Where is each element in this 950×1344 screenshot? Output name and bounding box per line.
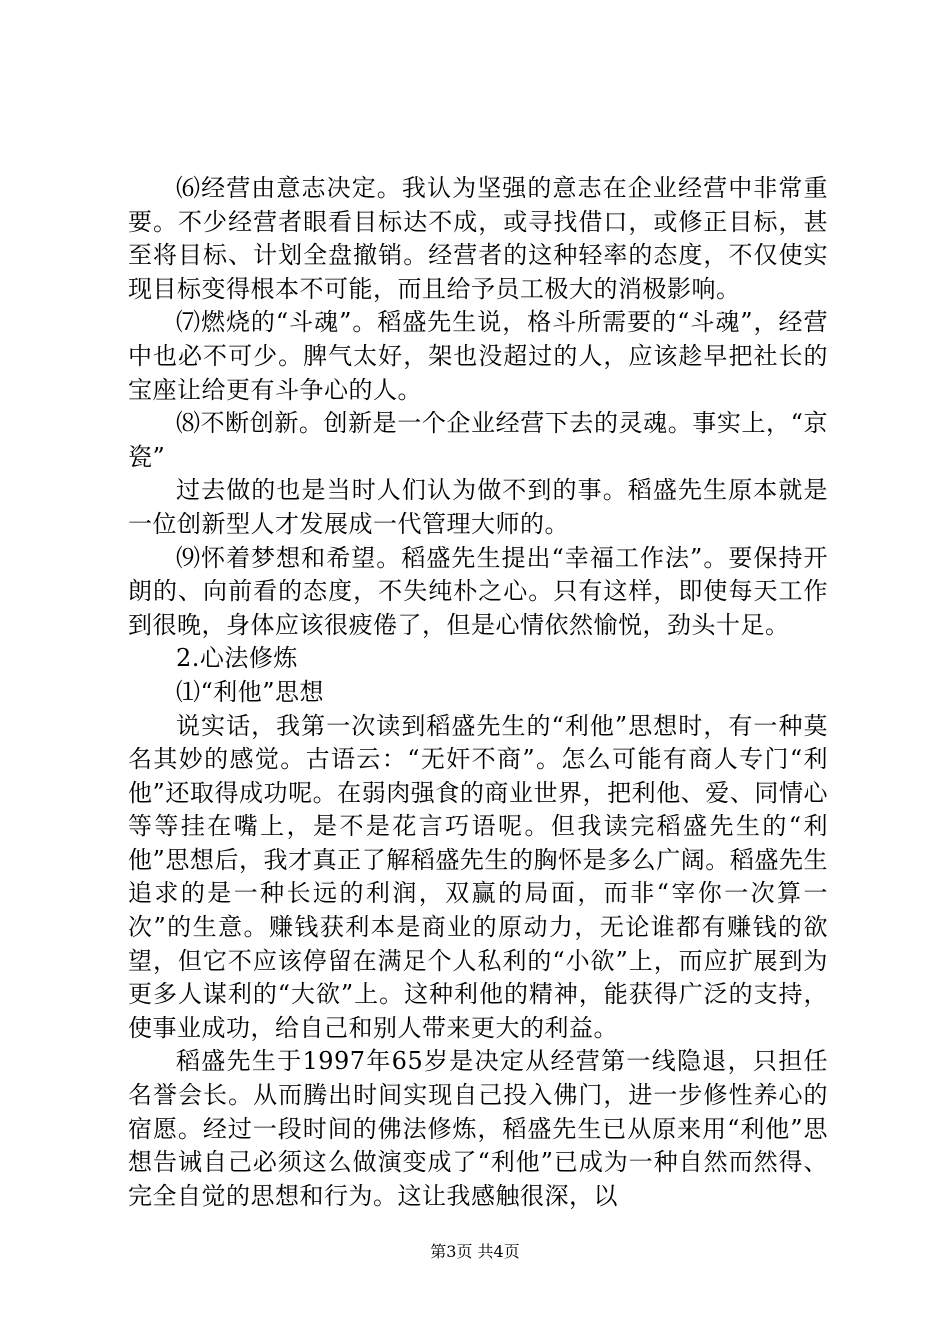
paragraph-item-6: ⑹经营由意志决定。我认为坚强的意志在企业经营中非常重要。不少经营者眼看目标达不成，或寻找借口，或修正目标，甚至将目标、计划全盘撤销。经营者的这种轻率的态度，不仅使实现目标变得根本不可能，而且给予员工极大的消极影响。: [128, 174, 828, 303]
document-body: [128, 172, 828, 1213]
paragraph-item-8-continued: 过去做的也是当时人们认为做不到的事。稻盛先生原本就是一位创新型人才发展成一代管理大师的。: [128, 476, 828, 538]
paragraph-retirement: 稻盛先生于1997年65岁是决定从经营第一线隐退，只担任名誉会长。从而腾出时间实现自己投入佛门，进一步修性养心的宿愿。经过一段时间的佛法修炼，稻盛先生已从原来用“利他”思想告诫自己必须这么做演变成了“利他”已成为一种自然而然得、完全自觉的思想和行为。这让我感触很深，以: [128, 1047, 828, 1210]
paragraph-item-7: ⑺燃烧的“斗魂”。稻盛先生说，格斗所需要的“斗魂”，经营中也必不可少。脾气太好，架也没超过的人，应该趁早把社长的宝座让给更有斗争心的人。: [128, 308, 828, 404]
paragraph-item-8: ⑻不断创新。创新是一个企业经营下去的灵魂。事实上，“京瓷”: [128, 409, 828, 471]
section-heading-mind-training: 2.心法修炼: [176, 644, 298, 673]
paragraph-item-9: ⑼怀着梦想和希望。稻盛先生提出“幸福工作法”。要保持开朗的、向前看的态度，不失纯朴之心。只有这样，即使每天工作到很晚，身体应该很疲倦了，但是心情依然愉悦，劲头十足。: [128, 543, 828, 639]
paragraph-altruism-reflection: 说实话，我第一次读到稻盛先生的“利他”思想时，有一种莫名其妙的感觉。古语云：“无奸不商”。怎么可能有商人专门“利他”还取得成功呢。在弱肉强食的商业世界，把利他、爱、同情心等等挂在嘴上，是不是花言巧语呢。但我读完稻盛先生的“利他”思想后，我才真正了解稻盛先生的胸怀是多么广阔。稻盛先生追求的是一种长远的利润，双赢的局面，而非“宰你一次算一次”的生意。赚钱获利本是商业的原动力，无论谁都有赚钱的欲望，但它不应该停留在满足个人私利的“小欲”上，而应扩展到为更多人谋利的“大欲”上。这种利他的精神，能获得广泛的支持，使事业成功，给自己和别人带来更大的利益。: [128, 711, 828, 1042]
subsection-heading-altruism: ⑴“利他”思想: [176, 677, 325, 706]
page-footer: 第3页 共4页: [430, 1242, 520, 1261]
